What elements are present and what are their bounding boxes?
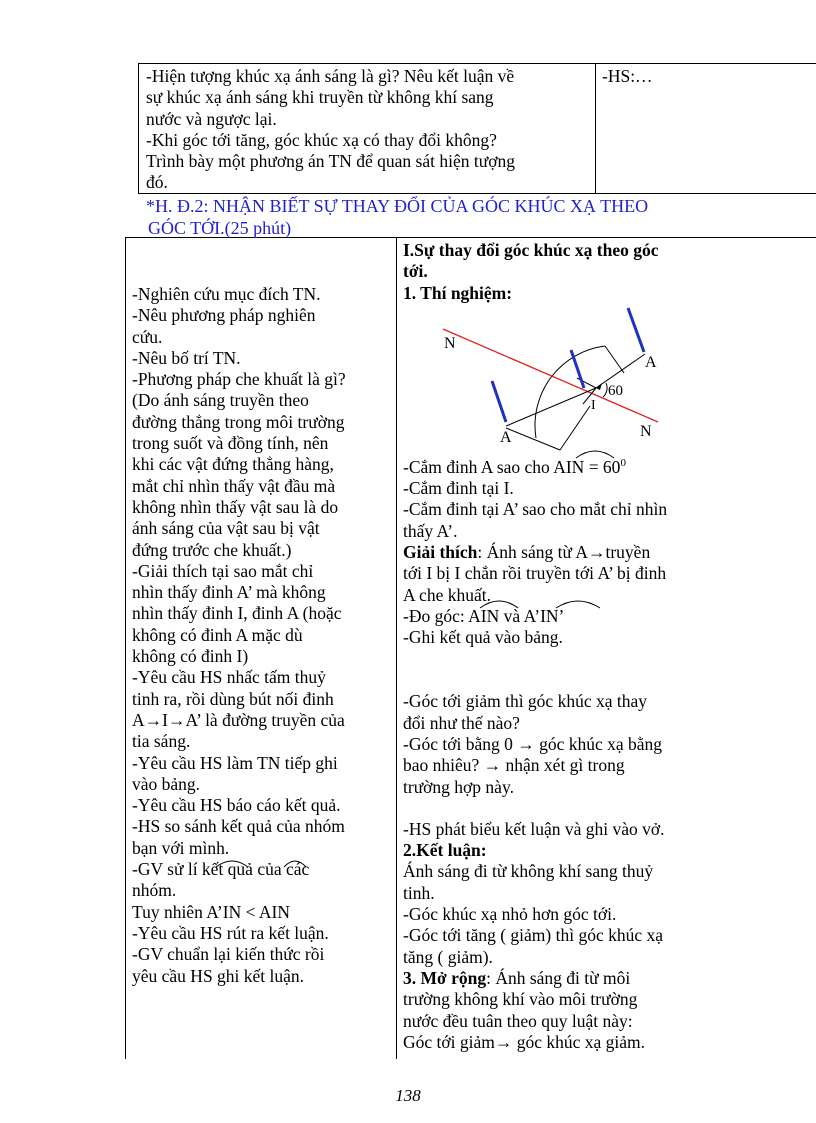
left-line: trong suốt và đồng tính, nên [132, 433, 329, 454]
left-line: -GV chuẩn lại kiến thức rồi [132, 944, 325, 965]
question-1: -Góc tới giảm thì góc khúc xạ thay [403, 691, 647, 712]
step-pin-a-prefix: -Cắm đinh A sao cho [403, 456, 554, 477]
angle-arc [603, 383, 607, 397]
experiment-heading: 1. Thí nghiệm: [403, 282, 513, 303]
angle-ain: AIN [553, 456, 585, 477]
question-line: nước và ngược lại. [146, 108, 277, 129]
conclusion-line: tinh. [403, 882, 435, 903]
blank-gap [403, 798, 813, 819]
question-2-cont: trường hợp này. [403, 776, 514, 797]
measure-mid: và [499, 605, 524, 626]
conclusion-line: -Góc tới tăng ( giảm) thì góc khúc xạ [403, 925, 664, 946]
measure-angles [403, 606, 813, 627]
question-line: -Hiện tượng khúc xạ ánh sáng là gì? Nêu kết luận về [146, 66, 515, 86]
left-line: -Yêu cầu HS làm TN tiếp ghi [132, 752, 338, 773]
top-table-border-left [138, 63, 139, 194]
angle-arc-mark [554, 596, 602, 610]
left-line: cứu. [132, 326, 163, 347]
step-pin-i: -Cắm đinh tại I. [403, 478, 514, 499]
step-pin-a-suffix: = 60 [584, 456, 621, 477]
left-line: tinh ra, rồi dùng bút nối đinh [132, 688, 334, 709]
conclusion-line: -Góc khúc xạ nhỏ hơn góc tới. [403, 904, 617, 925]
glass-flat-edge [605, 346, 624, 373]
question-line: -Khi góc tới tăng, góc khúc xạ có thay đổi không? [146, 129, 497, 150]
top-table-divider [595, 63, 596, 194]
blank-gap [403, 648, 813, 691]
top-table-right-cell: -HS:… [602, 66, 653, 86]
left-line: vào bảng. [132, 773, 201, 794]
refraction-diagram [440, 302, 670, 454]
label-a-top: A [645, 354, 657, 371]
label-a-bottom: A [500, 429, 512, 446]
left-line: -Nêu phương pháp nghiên [132, 305, 316, 326]
left-line: mắt chỉ nhìn thấy vật đầu mà [132, 475, 336, 496]
top-table-left-cell [146, 66, 591, 194]
left-line: nhìn thấy đinh A’ mà không [132, 582, 326, 603]
left-line: không có đinh A mặc dù [132, 624, 303, 645]
left-line: -HS so sánh kết quả của nhóm [132, 816, 345, 837]
label-n-top: N [444, 335, 456, 352]
top-table-border-top [138, 63, 816, 64]
left-line: -GV sử lí kết quả của các [132, 859, 310, 880]
pin-a [628, 308, 644, 352]
left-line: đường thẳng trong môi trường [132, 411, 345, 432]
left-line: A→I→A’ là đường truyền của [132, 709, 345, 730]
step-pin-a-prime-cont: thấy A’. [403, 520, 458, 541]
extension-cont: Góc tới giảm→ góc khúc xạ giảm. [403, 1031, 646, 1052]
left-line: -Nêu bố trí TN. [132, 347, 241, 368]
refracted-ray [506, 388, 596, 426]
extension-cont: nước đều tuân theo quy luật này: [403, 1010, 633, 1031]
hs-conclusion: -HS phát biểu kết luận và ghi vào vở. [403, 818, 665, 839]
angle-arc-mark [478, 596, 520, 610]
section-heading-line2: GÓC TỚI.(25 phút) [148, 217, 292, 238]
glass-bottom-edge [506, 428, 560, 450]
left-line: khi các vật đứng thẳng hàng, [132, 454, 334, 475]
left-line: -Yêu cầu HS rút ra kết luận. [132, 922, 329, 943]
section-heading-line1: *H. Đ.2: NHẬN BIẾT SỰ THAY ĐỔI CỦA GÓC KHÚC XẠ THEO [146, 196, 649, 216]
left-line: không có đinh I) [132, 646, 249, 667]
label-i: I [591, 398, 596, 413]
question-2-cont: bao nhiêu? → nhận xét gì trong [403, 755, 625, 776]
question-1-cont: đổi như thế nào? [403, 712, 520, 733]
left-line: -Phương pháp che khuất là gì? [132, 369, 346, 390]
question-line: sự khúc xạ ánh sáng khi truyền từ không khí sang [146, 87, 494, 108]
arc-mark [282, 857, 308, 869]
extension-label: 3. Mở rộng [403, 967, 487, 988]
arrow-head [596, 383, 602, 390]
section-title-cont: tới. [403, 261, 428, 282]
left-line: ánh sáng của vật sau bị vật [132, 518, 320, 539]
question-line: đó. [146, 172, 168, 193]
teacher-activity-column [132, 284, 392, 987]
left-line: yêu cầu HS ghi kết luận. [132, 965, 305, 986]
left-line: bạn với mình. [132, 837, 230, 858]
conclusion-heading: 2.Kết luận: [403, 840, 487, 861]
left-line: nhóm. [132, 880, 177, 901]
left-line: -Giải thích tại sao mắt chỉ [132, 560, 314, 581]
label-angle: 60 [608, 383, 623, 399]
left-line: không nhìn thấy vật sau là do [132, 496, 339, 517]
label-n-bottom: N [640, 423, 652, 440]
left-line: tia sáng. [132, 731, 191, 752]
left-line: (Do ánh sáng truyền theo [132, 390, 309, 411]
left-line: -Nghiên cứu mục đích TN. [132, 284, 321, 304]
page-number: 138 [395, 1086, 421, 1105]
left-line: -Yêu cầu HS báo cáo kết quả. [132, 795, 341, 816]
glass-semicircle [535, 346, 605, 438]
left-line: nhìn thấy đinh I, đinh A (hoặc [132, 603, 342, 624]
arc-mark [214, 857, 250, 869]
pin-i [571, 350, 584, 388]
conclusion-line: tăng ( giảm). [403, 946, 493, 967]
section-title: I.Sự thay đổi góc khúc xạ theo góc [403, 240, 659, 260]
extension-cont: trường không khí vào môi trường [403, 989, 638, 1010]
measure-prefix: -Đo góc: [403, 605, 469, 626]
extension [403, 968, 813, 989]
measure-angle-1: AIN [468, 605, 500, 626]
left-line: -Yêu cầu HS nhấc tấm thuỷ [132, 667, 326, 688]
main-table-border-left [125, 237, 126, 1059]
degree-sup: 0 [620, 456, 626, 469]
step-pin-a-prime: -Cắm đinh tại A’ sao cho mắt chỉ nhìn [403, 499, 668, 520]
pin-a-prime [492, 381, 506, 422]
explanation-cont: tới I bị I chắn rồi truyền tới A’ bị đinh [403, 563, 667, 584]
left-line: đứng trước che khuất.) [132, 539, 292, 560]
normal-line [443, 329, 658, 422]
record-results: -Ghi kết quả vào bảng. [403, 627, 563, 648]
left-line: Tuy nhiên A’IN < AIN [132, 901, 290, 922]
explanation-cont: A che khuất. [403, 584, 491, 605]
measure-angle-2: A’IN’ [523, 605, 565, 626]
extension-text: : Ánh sáng đi từ môi [486, 967, 631, 988]
question-2: -Góc tới bằng 0 → góc khúc xạ bằng [403, 733, 663, 754]
main-table-divider [396, 237, 397, 1059]
conclusion-line: Ánh sáng đi từ không khí sang thuỷ [403, 861, 654, 882]
explanation [403, 542, 813, 563]
question-line: Trình bày một phương án TN để quan sát hiện tượng [146, 151, 515, 172]
explanation-text: : Ánh sáng từ A→truyền [477, 541, 651, 562]
section-heading [146, 196, 648, 239]
glass-flat-edge-lower [560, 406, 590, 450]
explanation-label: Giải thích [403, 541, 478, 562]
